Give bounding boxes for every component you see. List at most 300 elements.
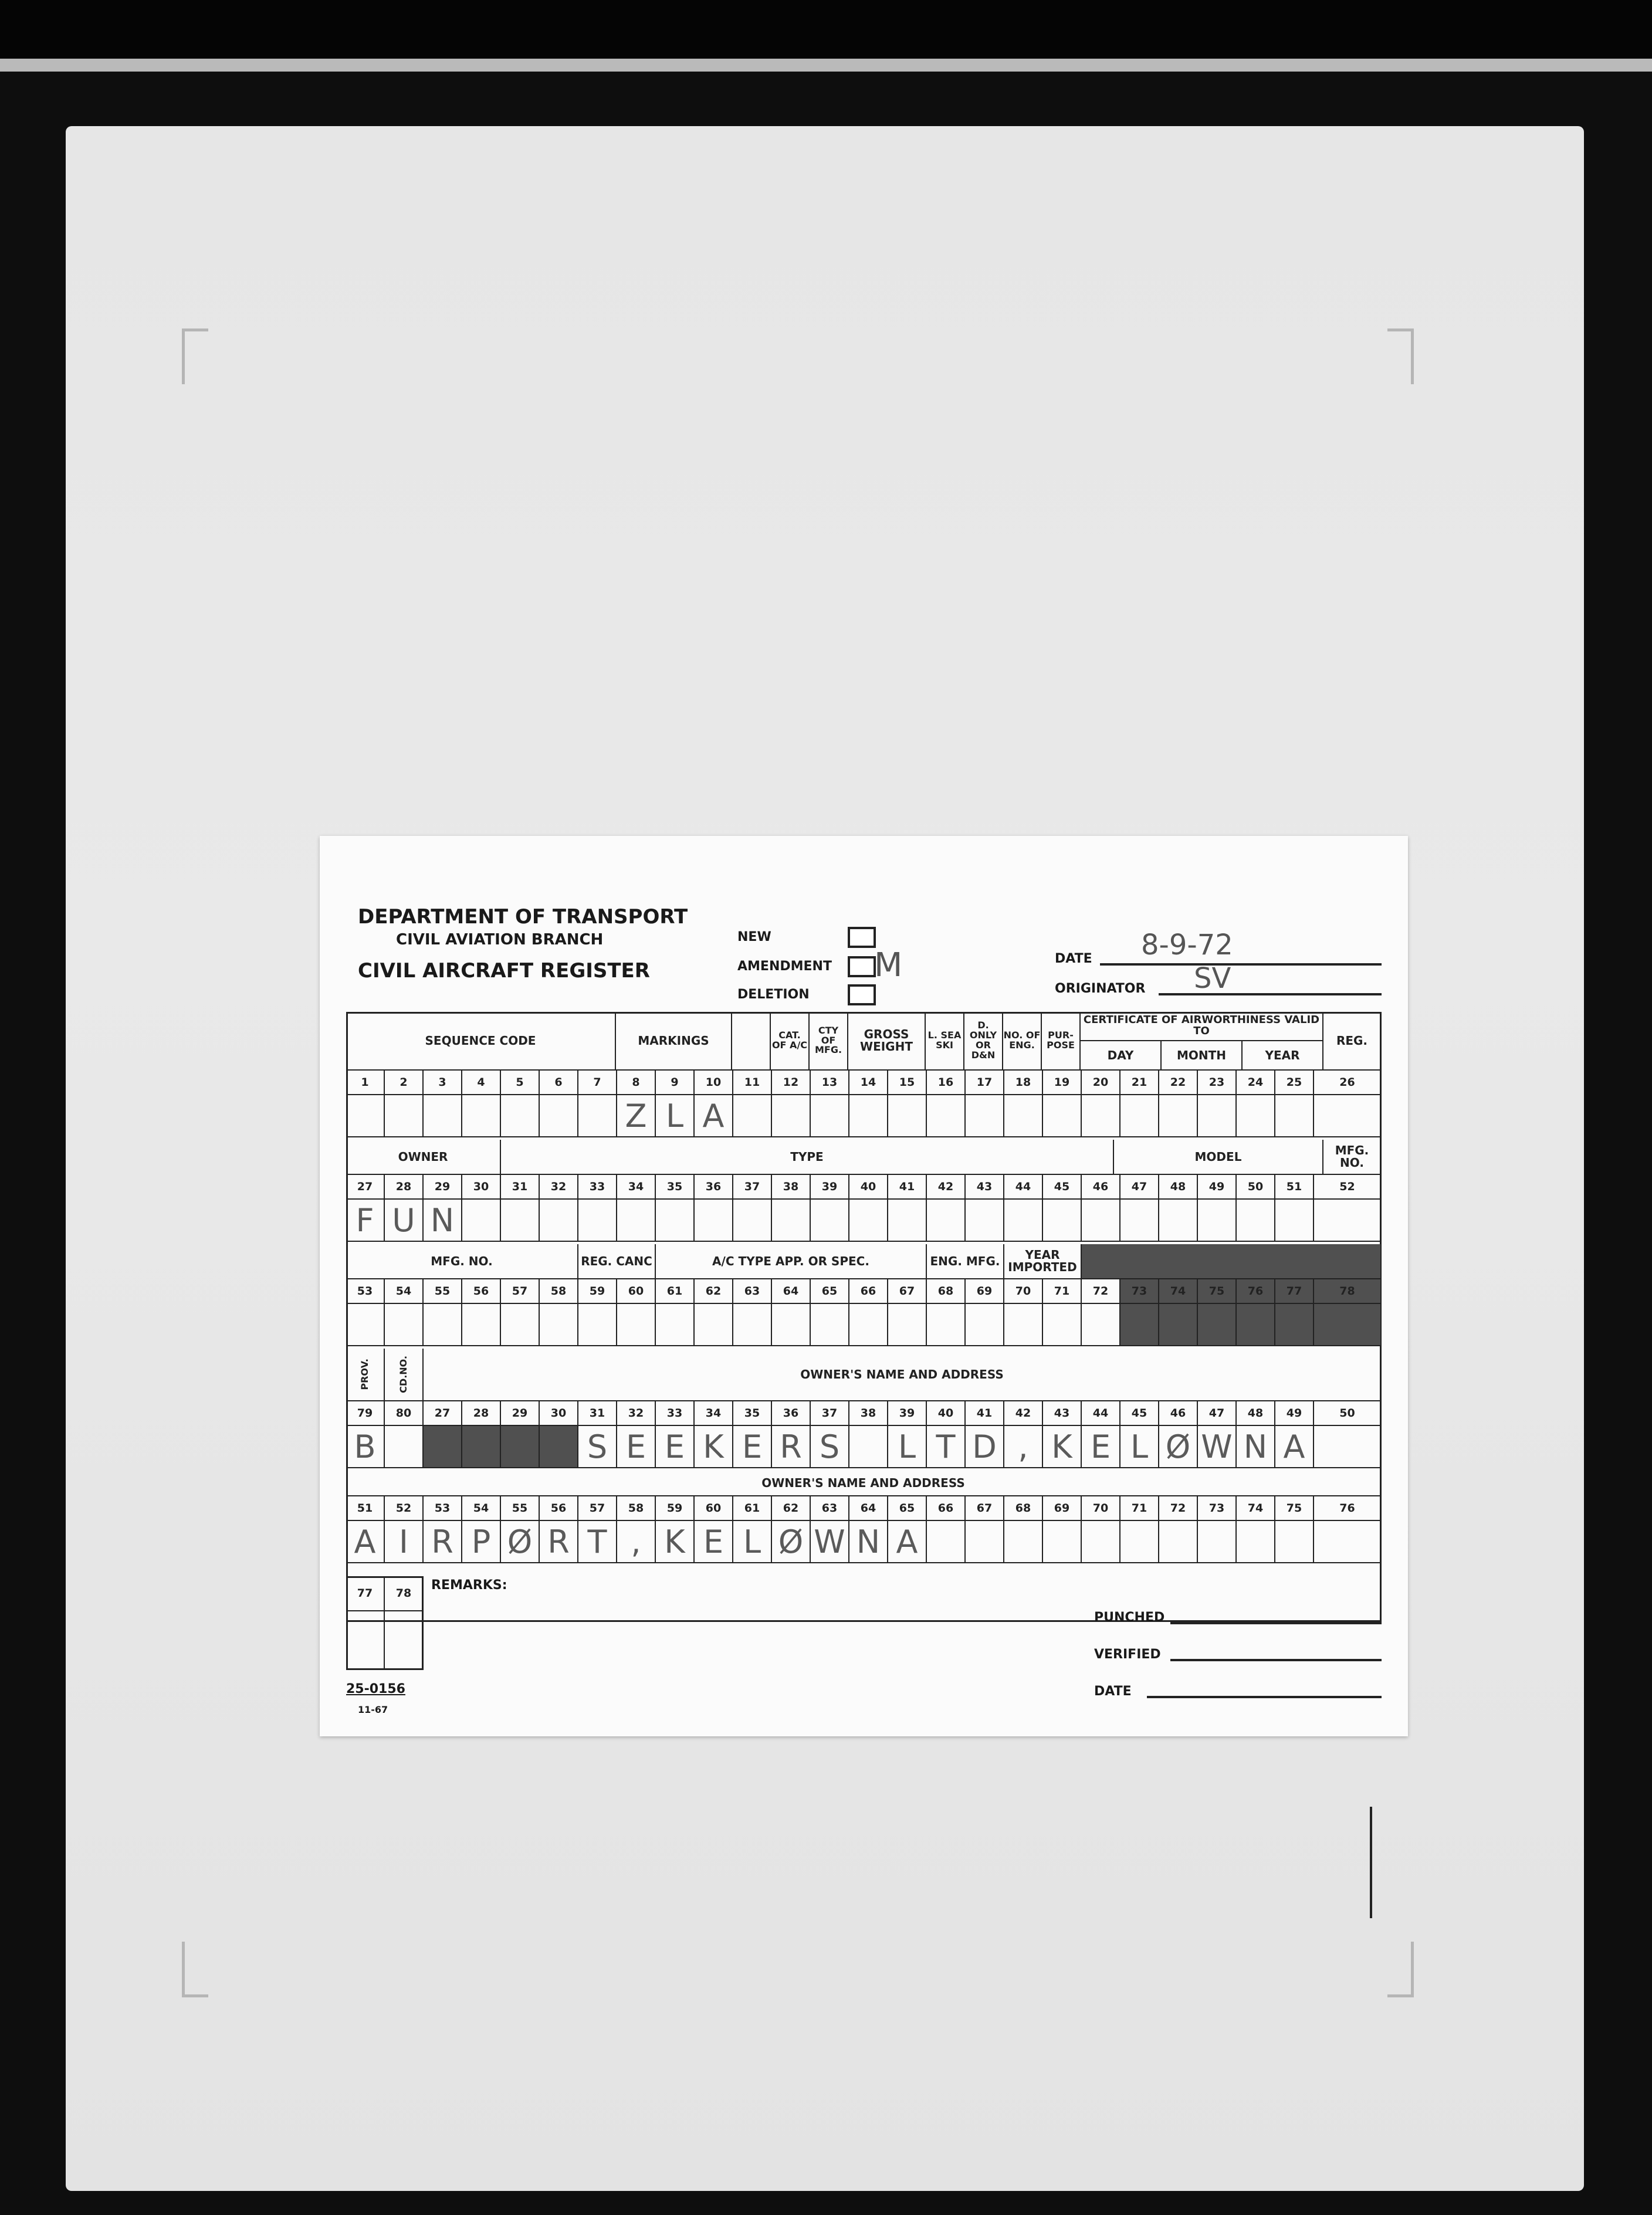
row3-col-num-1: 53 xyxy=(346,1279,385,1304)
row2-entry-cell-5[interactable] xyxy=(501,1200,540,1242)
verified-label: VERIFIED xyxy=(1094,1647,1161,1662)
row1-col-num-24: 24 xyxy=(1237,1071,1275,1095)
row3-entry-cell-10[interactable] xyxy=(695,1304,733,1346)
row1-col-num-22: 22 xyxy=(1159,1071,1198,1095)
header-reg-canc: REG. CANC xyxy=(578,1244,656,1279)
new-label: NEW xyxy=(737,930,771,944)
row1-col-num-5: 5 xyxy=(501,1071,540,1095)
row1-entry-cell-19[interactable] xyxy=(1043,1095,1082,1137)
row5-col-num-9: 59 xyxy=(656,1496,695,1521)
row5-entry-cell-16[interactable] xyxy=(927,1521,966,1563)
branch-title: CIVIL AVIATION BRANCH xyxy=(396,931,604,949)
row1-col-num-13: 13 xyxy=(811,1071,849,1095)
row3-col-num-5: 57 xyxy=(501,1279,540,1304)
row3-entry-cell-21[interactable] xyxy=(1120,1304,1159,1346)
row5-entry-cell-24[interactable] xyxy=(1237,1521,1275,1563)
row4-entry-cell-7[interactable]: S xyxy=(578,1426,617,1468)
row4-col-num-22: 46 xyxy=(1159,1401,1198,1426)
row5-col-num-12: 62 xyxy=(772,1496,811,1521)
row4-col-num-7: 31 xyxy=(578,1401,617,1426)
row5-entry-cell-1[interactable]: A xyxy=(346,1521,385,1563)
row4-entry-cell-2[interactable] xyxy=(385,1426,424,1468)
row1-entry-cell-2[interactable] xyxy=(385,1095,424,1137)
row4-entry-cell-10[interactable]: K xyxy=(695,1426,733,1468)
row3-entry-cell-22[interactable] xyxy=(1159,1304,1198,1346)
row4-entry-cell-18[interactable]: , xyxy=(1004,1426,1043,1468)
row2-entry-cell-26[interactable] xyxy=(1314,1200,1382,1242)
punched-label: PUNCHED xyxy=(1094,1610,1165,1625)
row2-col-num-25: 51 xyxy=(1275,1175,1314,1200)
row5-entry-cell-8[interactable]: , xyxy=(617,1521,656,1563)
row1-col-num-19: 19 xyxy=(1043,1071,1082,1095)
row5-col-num-22: 72 xyxy=(1159,1496,1198,1521)
row1-entry-cell-22[interactable] xyxy=(1159,1095,1198,1137)
row4-col-num-18: 42 xyxy=(1004,1401,1043,1426)
header-year-imported: YEAR IMPORTED xyxy=(1004,1244,1082,1279)
row1-entry-cell-13[interactable] xyxy=(811,1095,849,1137)
row5-entry-cell-20[interactable] xyxy=(1082,1521,1120,1563)
row4-entry-cell-16[interactable]: T xyxy=(927,1426,966,1468)
row2-entry-cell-25[interactable] xyxy=(1275,1200,1314,1242)
row2-col-num-21: 47 xyxy=(1120,1175,1159,1200)
row5-entry-cell-18[interactable] xyxy=(1004,1521,1043,1563)
row4-entry-cell-23[interactable]: W xyxy=(1198,1426,1237,1468)
row1-col-num-1: 1 xyxy=(346,1071,385,1095)
row5-col-num-18: 68 xyxy=(1004,1496,1043,1521)
register-title: CIVIL AIRCRAFT REGISTER xyxy=(358,959,650,983)
row3-entry-cell-19[interactable] xyxy=(1043,1304,1082,1346)
row4-entry-cell-6[interactable] xyxy=(540,1426,578,1468)
row2-entry-cell-3[interactable]: N xyxy=(424,1200,462,1242)
footer-date-label: DATE xyxy=(1094,1684,1132,1699)
row4-col-num-20: 44 xyxy=(1082,1401,1120,1426)
row5-entry-cell-21[interactable] xyxy=(1120,1521,1159,1563)
row3-col-num-8: 60 xyxy=(617,1279,656,1304)
row3-col-num-14: 66 xyxy=(849,1279,888,1304)
row5-entry-cell-22[interactable] xyxy=(1159,1521,1198,1563)
row4-col-num-3: 27 xyxy=(424,1401,462,1426)
row5-col-num-19: 69 xyxy=(1043,1496,1082,1521)
row5-entry-cell-10[interactable]: E xyxy=(695,1521,733,1563)
row1-entry-cell-20[interactable] xyxy=(1082,1095,1120,1137)
row3-col-num-23: 75 xyxy=(1198,1279,1237,1304)
header-d-only: D. ONLY OR D&N xyxy=(964,1012,1003,1071)
header-reg: REG. xyxy=(1323,1012,1382,1071)
row4-col-num-24: 48 xyxy=(1237,1401,1275,1426)
row4-entry-cell-19[interactable]: K xyxy=(1043,1426,1082,1468)
row1-col-num-17: 17 xyxy=(966,1071,1004,1095)
row2-entry-cell-19[interactable] xyxy=(1043,1200,1082,1242)
footer-cell-77[interactable] xyxy=(346,1611,385,1670)
header-mfg-no-2: MFG. NO. xyxy=(346,1244,578,1279)
row4-col-num-8: 32 xyxy=(617,1401,656,1426)
row3-col-num-25: 77 xyxy=(1275,1279,1314,1304)
row5-entry-cell-19[interactable] xyxy=(1043,1521,1082,1563)
row3-entry-cell-1[interactable] xyxy=(346,1304,385,1346)
row2-entry-cell-9[interactable] xyxy=(656,1200,695,1242)
row3-entry-cell-24[interactable] xyxy=(1237,1304,1275,1346)
shaded-block xyxy=(1082,1244,1382,1279)
crop-mark-top-right xyxy=(1387,328,1414,384)
amendment-label: AMENDMENT xyxy=(737,959,832,974)
row2-entry-cell-16[interactable] xyxy=(927,1200,966,1242)
row3-entry-cell-13[interactable] xyxy=(811,1304,849,1346)
row1-col-num-21: 21 xyxy=(1120,1071,1159,1095)
row4-col-num-11: 35 xyxy=(733,1401,772,1426)
row5-col-num-17: 67 xyxy=(966,1496,1004,1521)
row4-entry-cell-12[interactable]: R xyxy=(772,1426,811,1468)
row5-col-num-20: 70 xyxy=(1082,1496,1120,1521)
crop-mark-top-left xyxy=(182,328,208,384)
row1-col-num-15: 15 xyxy=(888,1071,927,1095)
row2-entry-cell-18[interactable] xyxy=(1004,1200,1043,1242)
row4-entry-cell-20[interactable]: E xyxy=(1082,1426,1120,1468)
department-title: DEPARTMENT OF TRANSPORT xyxy=(358,905,688,929)
row4-col-num-10: 34 xyxy=(695,1401,733,1426)
row4-col-num-14: 38 xyxy=(849,1401,888,1426)
row4-entry-cell-26[interactable] xyxy=(1314,1426,1382,1468)
row1-entry-cell-6[interactable] xyxy=(540,1095,578,1137)
row5-col-num-15: 65 xyxy=(888,1496,927,1521)
header-owner-name-2: OWNER'S NAME AND ADDRESS xyxy=(346,1471,1382,1496)
row5-entry-cell-3[interactable]: R xyxy=(424,1521,462,1563)
row4-col-num-17: 41 xyxy=(966,1401,1004,1426)
row1-entry-cell-8[interactable]: Z xyxy=(617,1095,656,1137)
row1-entry-cell-10[interactable]: A xyxy=(695,1095,733,1137)
row3-entry-cell-6[interactable] xyxy=(540,1304,578,1346)
originator-value[interactable]: SV xyxy=(1194,962,1231,995)
row3-entry-cell-11[interactable] xyxy=(733,1304,772,1346)
row2-col-num-20: 46 xyxy=(1082,1175,1120,1200)
row4-col-num-25: 49 xyxy=(1275,1401,1314,1426)
row3-entry-cell-12[interactable] xyxy=(772,1304,811,1346)
row2-entry-cell-20[interactable] xyxy=(1082,1200,1120,1242)
row3-entry-cell-5[interactable] xyxy=(501,1304,540,1346)
row4-entry-cell-21[interactable]: L xyxy=(1120,1426,1159,1468)
header-model: MODEL xyxy=(1114,1140,1323,1175)
row5-entry-cell-23[interactable] xyxy=(1198,1521,1237,1563)
header-type: TYPE xyxy=(501,1140,1114,1175)
row3-col-num-22: 74 xyxy=(1159,1279,1198,1304)
row2-entry-cell-24[interactable] xyxy=(1237,1200,1275,1242)
row2-col-num-11: 37 xyxy=(733,1175,772,1200)
row5-entry-cell-15[interactable]: A xyxy=(888,1521,927,1563)
row3-entry-cell-18[interactable] xyxy=(1004,1304,1043,1346)
row1-entry-cell-9[interactable]: L xyxy=(656,1095,695,1137)
row4-col-num-2: 80 xyxy=(385,1401,424,1426)
row2-col-num-2: 28 xyxy=(385,1175,424,1200)
row5-entry-cell-2[interactable]: I xyxy=(385,1521,424,1563)
deletion-checkbox[interactable] xyxy=(848,984,876,1005)
row3-entry-cell-15[interactable] xyxy=(888,1304,927,1346)
row3-col-num-24: 76 xyxy=(1237,1279,1275,1304)
row1-col-num-3: 3 xyxy=(424,1071,462,1095)
row1-entry-cell-26[interactable] xyxy=(1314,1095,1382,1137)
row3-entry-cell-2[interactable] xyxy=(385,1304,424,1346)
row5-col-num-24: 74 xyxy=(1237,1496,1275,1521)
row1-entry-cell-25[interactable] xyxy=(1275,1095,1314,1137)
row1-col-num-20: 20 xyxy=(1082,1071,1120,1095)
row1-col-num-23: 23 xyxy=(1198,1071,1237,1095)
film-border xyxy=(0,0,1652,59)
deletion-label: DELETION xyxy=(737,987,810,1002)
header-cty: CTY OF MFG. xyxy=(810,1012,848,1071)
row5-entry-cell-4[interactable]: P xyxy=(462,1521,501,1563)
row4-col-num-15: 39 xyxy=(888,1401,927,1426)
row1-col-num-26: 26 xyxy=(1314,1071,1382,1095)
form-number: 25-0156 xyxy=(346,1682,405,1696)
footer-date-line xyxy=(1147,1696,1382,1698)
header-cd-no xyxy=(385,1349,424,1401)
row2-col-num-17: 43 xyxy=(966,1175,1004,1200)
row5-entry-cell-11[interactable]: L xyxy=(733,1521,772,1563)
row4-entry-cell-24[interactable]: N xyxy=(1237,1426,1275,1468)
footer-num-77: 77 xyxy=(346,1576,385,1611)
header-month: MONTH xyxy=(1162,1041,1243,1071)
film-strip xyxy=(0,59,1652,72)
remarks-label: REMARKS: xyxy=(431,1578,507,1593)
row5-col-num-10: 60 xyxy=(695,1496,733,1521)
row3-entry-cell-3[interactable] xyxy=(424,1304,462,1346)
row4-entry-cell-17[interactable]: D xyxy=(966,1426,1004,1468)
header-cat: CAT. OF A/C xyxy=(771,1012,810,1071)
row4-col-num-19: 43 xyxy=(1043,1401,1082,1426)
row1-entry-cell-14[interactable] xyxy=(849,1095,888,1137)
header-owner-name: OWNER'S NAME AND ADDRESS xyxy=(424,1349,1382,1401)
row1-col-num-4: 4 xyxy=(462,1071,501,1095)
row2-col-num-1: 27 xyxy=(346,1175,385,1200)
row3-entry-cell-26[interactable] xyxy=(1314,1304,1382,1346)
row4-entry-cell-4[interactable] xyxy=(462,1426,501,1468)
row3-col-num-3: 55 xyxy=(424,1279,462,1304)
header-gross-weight: GROSS WEIGHT xyxy=(848,1012,926,1071)
row1-entry-cell-18[interactable] xyxy=(1004,1095,1043,1137)
row2-col-num-14: 40 xyxy=(849,1175,888,1200)
row2-col-num-26: 52 xyxy=(1314,1175,1382,1200)
row2-entry-cell-4[interactable] xyxy=(462,1200,501,1242)
row3-col-num-12: 64 xyxy=(772,1279,811,1304)
row4-col-num-21: 45 xyxy=(1120,1401,1159,1426)
cd-no-label: CD.NO. xyxy=(397,1356,409,1393)
row3-entry-cell-9[interactable] xyxy=(656,1304,695,1346)
row5-entry-cell-12[interactable]: Ø xyxy=(772,1521,811,1563)
row1-entry-cell-11[interactable] xyxy=(733,1095,772,1137)
row5-col-num-4: 54 xyxy=(462,1496,501,1521)
row1-entry-cell-5[interactable] xyxy=(501,1095,540,1137)
row1-col-num-25: 25 xyxy=(1275,1071,1314,1095)
row4-entry-cell-15[interactable]: L xyxy=(888,1426,927,1468)
row1-entry-cell-15[interactable] xyxy=(888,1095,927,1137)
row3-col-num-18: 70 xyxy=(1004,1279,1043,1304)
header-day: DAY xyxy=(1081,1041,1162,1071)
row3-col-num-16: 68 xyxy=(927,1279,966,1304)
row2-col-num-6: 32 xyxy=(540,1175,578,1200)
row4-entry-cell-9[interactable]: E xyxy=(656,1426,695,1468)
row2-col-num-12: 38 xyxy=(772,1175,811,1200)
date-value[interactable]: 8-9-72 xyxy=(1141,929,1233,961)
row1-entry-cell-4[interactable] xyxy=(462,1095,501,1137)
row3-col-num-9: 61 xyxy=(656,1279,695,1304)
header-certificate: CERTIFICATE OF AIRWORTHINESS VALID TO xyxy=(1081,1012,1323,1041)
row2-entry-cell-23[interactable] xyxy=(1198,1200,1237,1242)
row5-entry-cell-6[interactable]: R xyxy=(540,1521,578,1563)
row2-col-num-4: 30 xyxy=(462,1175,501,1200)
row5-entry-cell-17[interactable] xyxy=(966,1521,1004,1563)
punched-line xyxy=(1170,1622,1382,1624)
row2-col-num-7: 33 xyxy=(578,1175,617,1200)
row5-col-num-16: 66 xyxy=(927,1496,966,1521)
form-edition: 11-67 xyxy=(358,1704,388,1715)
row4-entry-cell-25[interactable]: A xyxy=(1275,1426,1314,1468)
row4-entry-cell-14[interactable] xyxy=(849,1426,888,1468)
row4-col-num-9: 33 xyxy=(656,1401,695,1426)
row5-entry-cell-9[interactable]: K xyxy=(656,1521,695,1563)
date-line xyxy=(1100,963,1382,966)
row3-col-num-4: 56 xyxy=(462,1279,501,1304)
date-label: DATE xyxy=(1055,951,1092,966)
header-mfg-no: MFG. NO. xyxy=(1323,1140,1382,1175)
header-sea-ski: L. SEA SKI xyxy=(926,1012,964,1071)
row1-col-num-7: 7 xyxy=(578,1071,617,1095)
row4-entry-cell-8[interactable]: E xyxy=(617,1426,656,1468)
row1-col-num-11: 11 xyxy=(733,1071,772,1095)
row5-entry-cell-13[interactable]: W xyxy=(811,1521,849,1563)
row3-col-num-17: 69 xyxy=(966,1279,1004,1304)
row2-col-num-16: 42 xyxy=(927,1175,966,1200)
row2-entry-cell-14[interactable] xyxy=(849,1200,888,1242)
row2-col-num-15: 41 xyxy=(888,1175,927,1200)
row3-col-num-20: 72 xyxy=(1082,1279,1120,1304)
row2-entry-cell-7[interactable] xyxy=(578,1200,617,1242)
header-sequence-code: SEQUENCE CODE xyxy=(346,1012,616,1071)
row3-entry-cell-23[interactable] xyxy=(1198,1304,1237,1346)
row4-entry-cell-3[interactable] xyxy=(424,1426,462,1468)
row2-entry-cell-2[interactable]: U xyxy=(385,1200,424,1242)
row1-entry-cell-7[interactable] xyxy=(578,1095,617,1137)
row5-entry-cell-26[interactable] xyxy=(1314,1521,1382,1563)
row1-col-num-12: 12 xyxy=(772,1071,811,1095)
row4-col-num-16: 40 xyxy=(927,1401,966,1426)
row5-entry-cell-7[interactable]: T xyxy=(578,1521,617,1563)
row4-col-num-26: 50 xyxy=(1314,1401,1382,1426)
header-owner: OWNER xyxy=(346,1140,501,1175)
row4-entry-cell-5[interactable] xyxy=(501,1426,540,1468)
row5-entry-cell-25[interactable] xyxy=(1275,1521,1314,1563)
row4-col-num-12: 36 xyxy=(772,1401,811,1426)
row1-entry-cell-16[interactable] xyxy=(927,1095,966,1137)
footer-cell-78[interactable] xyxy=(385,1611,424,1670)
row5-col-num-5: 55 xyxy=(501,1496,540,1521)
row5-col-num-7: 57 xyxy=(578,1496,617,1521)
row3-col-num-13: 65 xyxy=(811,1279,849,1304)
row5-col-num-14: 64 xyxy=(849,1496,888,1521)
header-markings: MARKINGS xyxy=(616,1012,732,1071)
originator-line xyxy=(1159,993,1382,995)
row2-entry-cell-21[interactable] xyxy=(1120,1200,1159,1242)
row3-entry-cell-20[interactable] xyxy=(1082,1304,1120,1346)
row5-entry-cell-14[interactable]: N xyxy=(849,1521,888,1563)
row2-col-num-5: 31 xyxy=(501,1175,540,1200)
row2-entry-cell-17[interactable] xyxy=(966,1200,1004,1242)
row4-entry-cell-13[interactable]: S xyxy=(811,1426,849,1468)
row1-col-num-2: 2 xyxy=(385,1071,424,1095)
row2-col-num-18: 44 xyxy=(1004,1175,1043,1200)
row1-entry-cell-3[interactable] xyxy=(424,1095,462,1137)
row4-col-num-4: 28 xyxy=(462,1401,501,1426)
row1-entry-cell-24[interactable] xyxy=(1237,1095,1275,1137)
row3-entry-cell-7[interactable] xyxy=(578,1304,617,1346)
row2-col-num-22: 48 xyxy=(1159,1175,1198,1200)
row1-col-num-16: 16 xyxy=(927,1071,966,1095)
row2-entry-cell-1[interactable]: F xyxy=(346,1200,385,1242)
amendment-mark: M xyxy=(874,946,903,984)
row3-col-num-10: 62 xyxy=(695,1279,733,1304)
row1-entry-cell-21[interactable] xyxy=(1120,1095,1159,1137)
register-card xyxy=(320,836,1408,1736)
row2-entry-cell-8[interactable] xyxy=(617,1200,656,1242)
row2-col-num-13: 39 xyxy=(811,1175,849,1200)
header-purpose: PUR- POSE xyxy=(1042,1012,1081,1071)
row5-col-num-11: 61 xyxy=(733,1496,772,1521)
row2-entry-cell-15[interactable] xyxy=(888,1200,927,1242)
row3-col-num-7: 59 xyxy=(578,1279,617,1304)
row5-entry-cell-5[interactable]: Ø xyxy=(501,1521,540,1563)
row2-col-num-9: 35 xyxy=(656,1175,695,1200)
footer-num-78: 78 xyxy=(385,1576,424,1611)
crop-mark-bottom-left xyxy=(182,1942,208,1997)
row2-entry-cell-13[interactable] xyxy=(811,1200,849,1242)
row2-col-num-24: 50 xyxy=(1237,1175,1275,1200)
row3-col-num-2: 54 xyxy=(385,1279,424,1304)
row3-entry-cell-14[interactable] xyxy=(849,1304,888,1346)
row1-entry-cell-12[interactable] xyxy=(772,1095,811,1137)
row2-entry-cell-12[interactable] xyxy=(772,1200,811,1242)
row1-entry-cell-17[interactable] xyxy=(966,1095,1004,1137)
header-year: YEAR xyxy=(1243,1041,1323,1071)
row1-entry-cell-23[interactable] xyxy=(1198,1095,1237,1137)
amendment-checkbox[interactable] xyxy=(848,956,876,977)
row2-entry-cell-10[interactable] xyxy=(695,1200,733,1242)
row3-entry-cell-8[interactable] xyxy=(617,1304,656,1346)
row4-col-num-13: 37 xyxy=(811,1401,849,1426)
row3-col-num-26: 78 xyxy=(1314,1279,1382,1304)
crop-mark-bottom-right xyxy=(1387,1942,1414,1997)
row3-entry-cell-16[interactable] xyxy=(927,1304,966,1346)
row4-entry-cell-22[interactable]: Ø xyxy=(1159,1426,1198,1468)
row3-entry-cell-4[interactable] xyxy=(462,1304,501,1346)
row2-col-num-19: 45 xyxy=(1043,1175,1082,1200)
row2-entry-cell-22[interactable] xyxy=(1159,1200,1198,1242)
row3-entry-cell-17[interactable] xyxy=(966,1304,1004,1346)
row3-col-num-19: 71 xyxy=(1043,1279,1082,1304)
row3-col-num-15: 67 xyxy=(888,1279,927,1304)
header-no-eng: NO. OF ENG. xyxy=(1003,1012,1042,1071)
row1-entry-cell-1[interactable] xyxy=(346,1095,385,1137)
row4-entry-cell-1[interactable]: B xyxy=(346,1426,385,1468)
row2-col-num-10: 36 xyxy=(695,1175,733,1200)
row3-col-num-6: 58 xyxy=(540,1279,578,1304)
header-eng-mfg: ENG. MFG. xyxy=(927,1244,1004,1279)
row4-entry-cell-11[interactable]: E xyxy=(733,1426,772,1468)
margin-line xyxy=(1370,1807,1372,1918)
row2-entry-cell-11[interactable] xyxy=(733,1200,772,1242)
row3-entry-cell-25[interactable] xyxy=(1275,1304,1314,1346)
new-checkbox[interactable] xyxy=(848,927,876,948)
row2-entry-cell-6[interactable] xyxy=(540,1200,578,1242)
row2-col-num-8: 34 xyxy=(617,1175,656,1200)
row4-col-num-6: 30 xyxy=(540,1401,578,1426)
verified-line xyxy=(1170,1659,1382,1661)
